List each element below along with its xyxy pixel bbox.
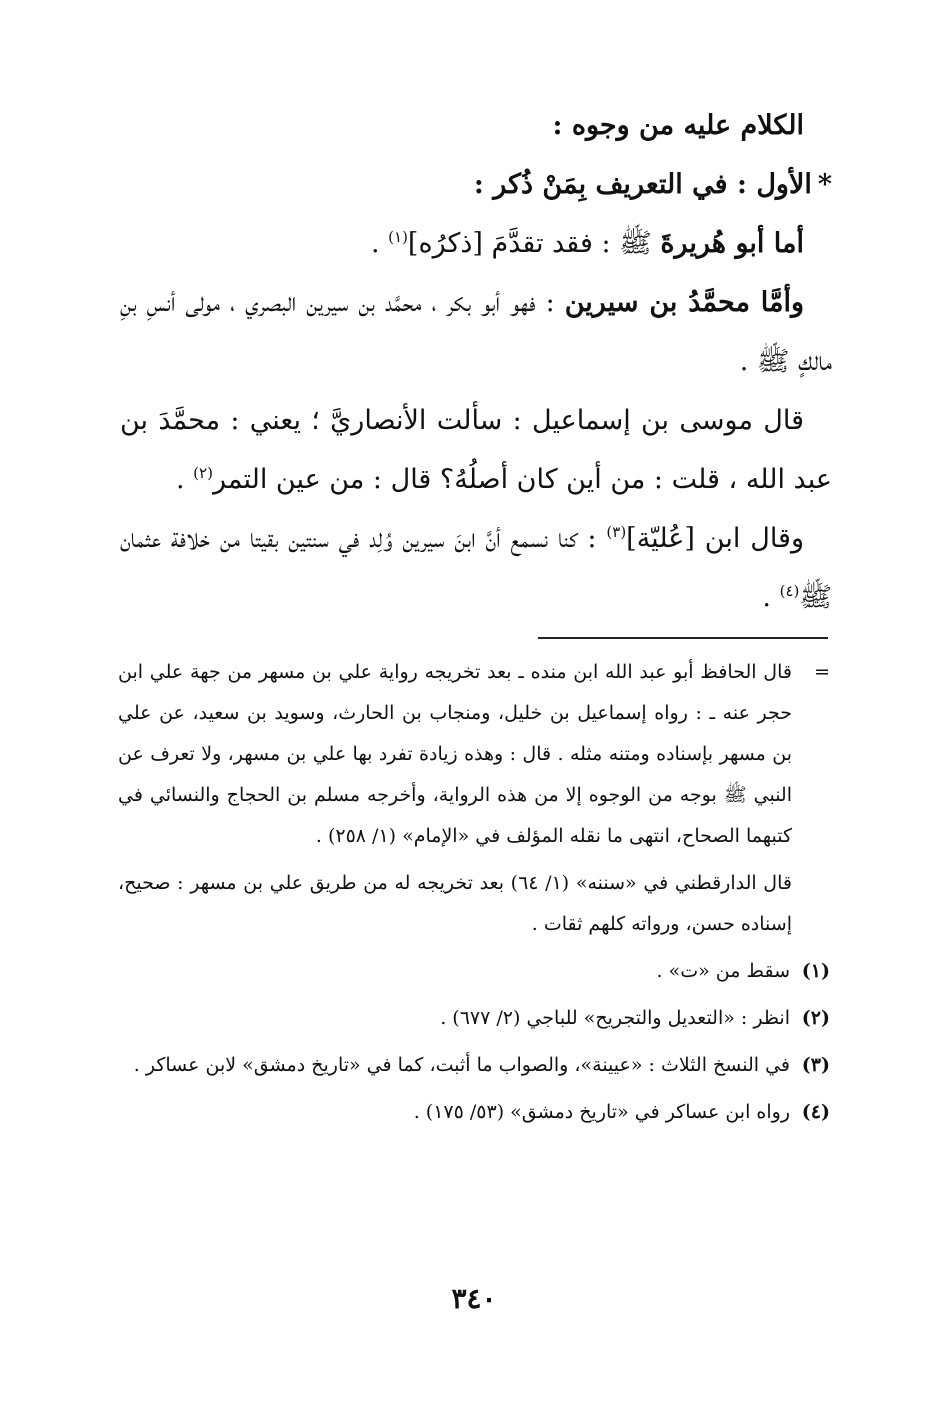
page-number: ٣٤٠ — [451, 1282, 497, 1315]
footnote-separator — [538, 637, 828, 639]
footnote-number: (٣) — [801, 1054, 830, 1076]
section-title-line — [120, 155, 832, 214]
footnote-number: (٢) — [801, 1007, 830, 1029]
paragraph-text: ﷺ : فقد تقدَّمَ [ذكرُه] — [407, 228, 661, 259]
continued-footnote — [118, 652, 830, 857]
footnote-item — [118, 951, 830, 992]
footnote-item — [118, 1045, 830, 1086]
footnote-text: في النسخ الثلاث : «عيينة»، والصواب ما أثبت، كما في «تاريخ دمشق» لابن عساكر . — [133, 1054, 790, 1076]
footnote-item — [118, 1092, 830, 1133]
paragraph-text: قال موسى بن إسماعيل : سألت الأنصاريَّ ؛ يعني : محمَّدَ بن عبد الله ، قلت : من أين كان أصلُهُ؟ قال : من عين التمر — [120, 405, 832, 495]
name-abu-hurayra: أما أبو هُريرةَ — [660, 228, 804, 259]
footnote-ref-2: (٢) — [193, 464, 213, 482]
footnote-item — [118, 998, 830, 1039]
paragraph-text: وقال ابن [عُليّة] — [626, 523, 805, 554]
paragraph-ibn-sirin — [120, 273, 832, 391]
paragraph-abu-hurayra: أما أبو هُريرةَ ﷺ : فقد تقدَّمَ [ذكرُه]$^{(١)}$ . — [370, 228, 804, 259]
footnote-text: سقط من «ت» . — [656, 960, 790, 982]
name-ibn-sirin: وأمَّا محمَّدُ بن سيرين — [564, 287, 805, 318]
footnote-text: انظر : «التعديل والتجريح» للباجي (٢/ ٦٧٧) . — [440, 1007, 790, 1029]
footnote-ref-1: (١) — [388, 228, 408, 246]
paragraph-ibn-ulayya: وقال ابن [عُليّة]$^{(٣)}$ : كنا نسمع أنَّ ابنَ سيرين وُلِد في سنتين بقيتا من خلافة عثمان ﷺ$^{(٤)}$ . — [120, 523, 832, 613]
paragraph-text: : فهو أبو بكر ، محمَّد بن سيرين البصري ، مولى أنسِ بنِ مالكٍ ﷺ . — [120, 287, 832, 377]
section-title: الأول : في التعريف بِمَنْ ذُكر : — [473, 169, 812, 200]
footnote-text: رواه ابن عساكر في «تاريخ دمشق» (٥٣/ ١٧٥) . — [413, 1101, 790, 1123]
daraqutni-note: قال الدارقطني في «سننه» (١/ ٦٤) بعد تخريجه له من طريق علي بن مسهر : صحيح، إسناده حسن، ورواته كلهم ثقات . — [118, 872, 792, 935]
continued-footnote-text: قال الحافظ أبو عبد الله ابن منده ـ بعد تخريجه رواية علي بن مسهر من جهة علي ابن حجر عنه ـ : رواه إسماعيل بن خليل، ومنجاب بن الحارث، وسويد بن سعيد، عن علي بن مسهر بإسناده ومتنه مثله . قال : وهذه زيادة تفرد بها علي بن مسهر، ولا تعرف عن النبي ﷺ بوجه من الوجوه إلا من هذه الرواية، وأخرجه مسلم بن الحجاج والنسائي في كتبهما الصحاح، انتهى ما نقله المؤلف في «الإمام» (١/ ٢٥٨) . — [118, 661, 792, 847]
paragraph-text: : كنا نسمع أنَّ ابنَ سيرين وُلِد في سنتين بقيتا من خلافة عثمان ﷺ — [120, 523, 832, 613]
section-heading: الكلام عليه من وجوه : — [552, 110, 804, 141]
footnote-number: (١) — [801, 960, 830, 982]
footnote-ref-3: (٣) — [606, 523, 627, 541]
main-text — [120, 96, 832, 627]
continuation-mark: = — [814, 661, 830, 683]
footnotes — [118, 652, 830, 1133]
asterisk-marker: * — [817, 169, 832, 200]
footnote-ref-4: (٤) — [779, 582, 800, 600]
footnote-number: (٤) — [801, 1101, 830, 1123]
paragraph-musa: قال موسى بن إسماعيل : سألت الأنصاريَّ ؛ يعني : محمَّدَ بن عبد الله ، قلت : من أين كان أصلُهُ؟ قال : من عين التمر$^{(٢)}$ . — [120, 405, 832, 495]
